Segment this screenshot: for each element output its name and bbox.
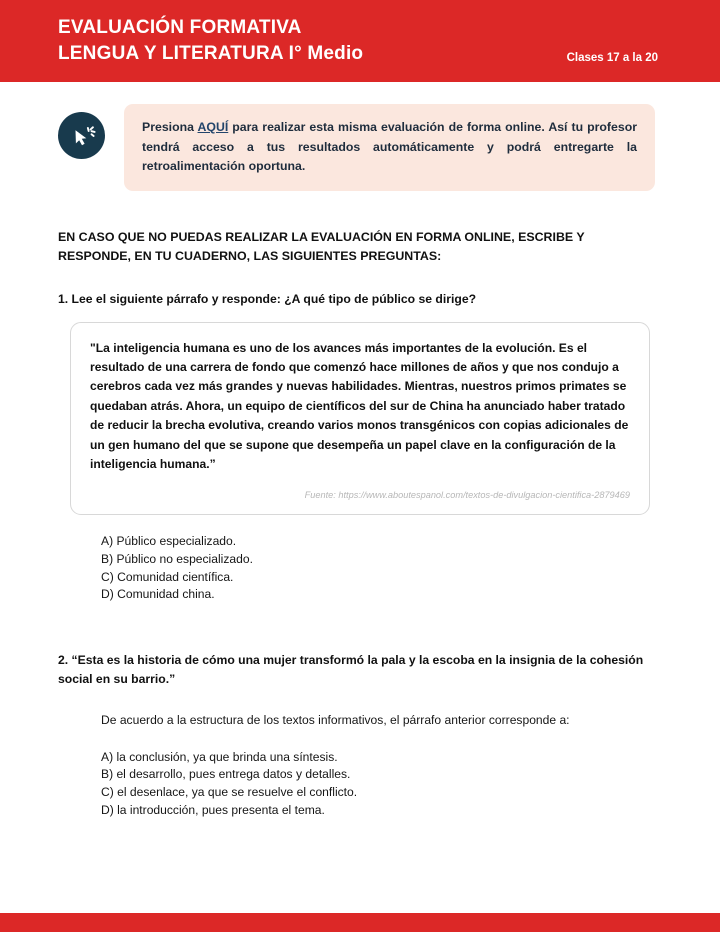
question-2-option-b[interactable]: B) el desarrollo, pues entrega datos y detalles. [101, 767, 351, 782]
question-1-option-d[interactable]: D) Comunidad china. [101, 587, 215, 602]
question-1-passage-box [70, 322, 650, 516]
question-1-prompt: 1. Lee el siguiente párrafo y responde: ¿A qué tipo de público se dirige? [58, 291, 477, 306]
question-2-block [58, 651, 658, 819]
question-1-passage-source: Fuente: https://www.aboutespanol.com/textos-de-divulgacion-cientifica-2879469 [304, 490, 630, 501]
question-1-option-c[interactable]: C) Comunidad científica. [101, 569, 234, 584]
question-2-options [101, 749, 658, 819]
question-1-option-b[interactable]: B) Público no especializado. [101, 551, 253, 566]
instruction-text: EN CASO QUE NO PUEDAS REALIZAR LA EVALUACIÓN EN FORMA ONLINE, ESCRIBE Y RESPONDE, EN TU CUADERNO, LAS SIGUIENTES PREGUNTAS: [58, 229, 585, 263]
question-1-option-a[interactable]: A) Público especializado. [101, 534, 237, 549]
header-title-line-2: LENGUA Y LITERATURA I° Medio [58, 43, 364, 64]
question-2-option-c[interactable]: C) el desenlace, ya que se resuelve el conflicto. [101, 784, 358, 799]
header-classes-label: Clases 17 a la 20 [566, 52, 658, 64]
question-1-block [58, 290, 658, 604]
page-header [0, 0, 720, 82]
online-evaluation-callout [0, 104, 720, 191]
question-2-option-a[interactable]: A) la conclusión, ya que brinda una síntesis. [101, 749, 338, 764]
header-title-line-1: EVALUACIÓN FORMATIVA [58, 17, 302, 38]
question-1-passage-text: "La inteligencia humana es uno de los avances más importantes de la evolución. Es el resultado de una carrera de fondo que comenzó hace millones de años y que nos condujo a cerebros cada vez más grandes y nuevas habilidades. Mientras, nuestros primos primates se quedaban atrás. Ahora, un equipo de científicos del sur de China ha anunciado haber tratado de reducir la brecha evolutiva, creando varios monos transgénicos con copias adicionales de un gen humano del que se supone que desempeña un papel clave en la configuración de la inteligencia humana.” [90, 340, 629, 471]
question-2-prompt: 2. “Esta es la historia de cómo una mujer transformó la pala y la escoba en la insignia de la cohesión social en su barrio.” [58, 652, 644, 686]
callout-text-box [124, 104, 655, 191]
aqui-link[interactable]: AQUÍ [197, 120, 229, 134]
page-footer-bar [0, 913, 720, 932]
callout-paragraph [142, 118, 637, 177]
question-1-options [101, 533, 658, 603]
main-content [0, 228, 720, 820]
callout-text-before-link: Presiona [142, 120, 198, 134]
header-title-group [58, 15, 363, 67]
question-2-option-d[interactable]: D) la introducción, pues presenta el tema. [101, 802, 325, 817]
callout-text-after-link: para realizar esta misma evaluación de forma online. Así tu profesor tendrá acceso a tus resultados automáticamente y podrá entregarte la retroalimentación oportuna. [142, 120, 637, 173]
cursor-click-icon [58, 112, 105, 159]
question-2-subprompt: De acuerdo a la estructura de los textos informativos, el párrafo anterior corresponde a: [101, 712, 570, 727]
